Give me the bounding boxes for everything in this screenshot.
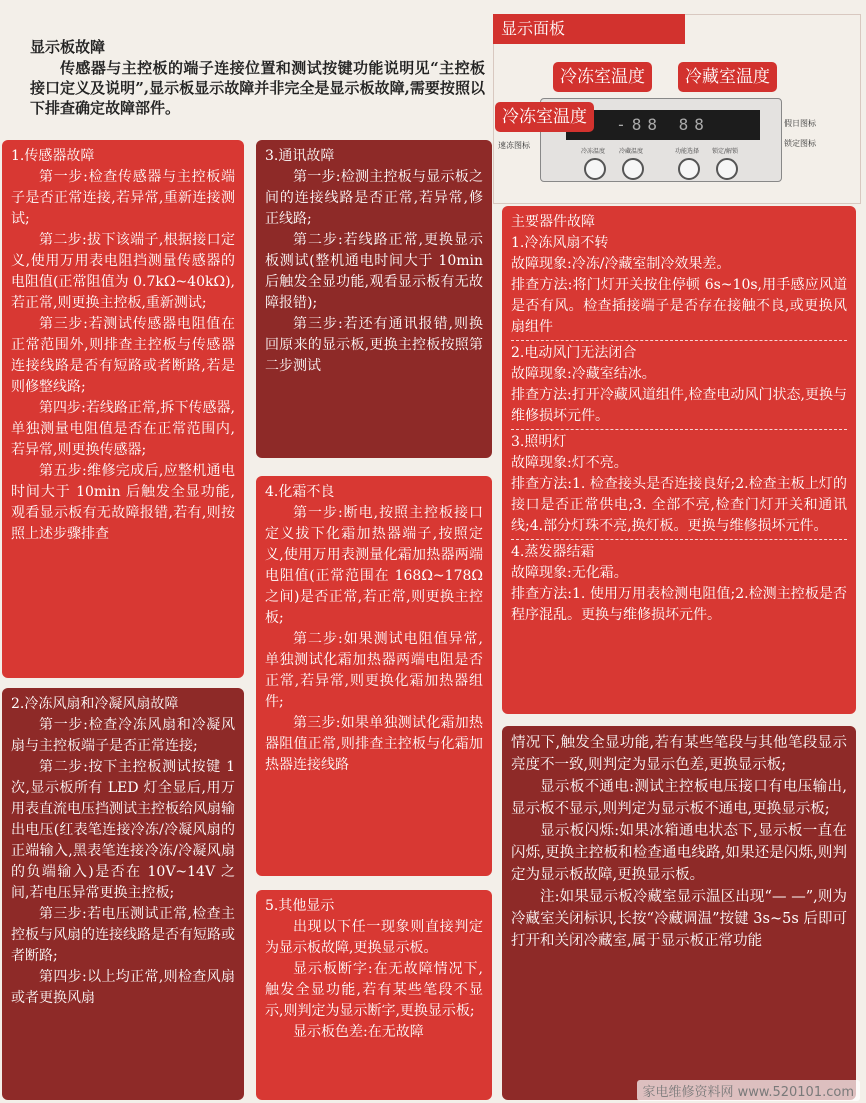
item-phenomenon: 故障现象:灯不亮。 — [511, 455, 628, 471]
section-main-components — [502, 206, 856, 714]
item-title: 4.蒸发器结霜 — [511, 539, 847, 563]
step-text: 第三步:若电压测试正常,检查主控板与风扇的连接线路是否有短路或者断路; — [11, 906, 235, 964]
tag-freezer-temp: 冷冻室温度 — [553, 62, 652, 92]
item-title: 2.电动风门无法闭合 — [511, 340, 847, 364]
section-title: 4.化霜不良 — [265, 484, 335, 500]
section-defrost-fault — [256, 476, 492, 876]
section-communication-fault — [256, 140, 492, 458]
step-text: 第三步:若还有通讯报错,则换回原来的显示板,更换主控板按照第二步测试 — [265, 316, 483, 374]
step-text: 第五步:维修完成后,应整机通电时间大于 10min 后触发全显功能,观看显示板有无故障报错,若有,则按照上述步骤排查 — [11, 463, 235, 542]
step-text: 第二步:若线路正常,更换显示板测试(整机通电时间大于 10min 后触发全显功能,观看显示板有无故障报错); — [265, 232, 483, 311]
watermark: 家电维修资料网 www.520101.com — [637, 1080, 861, 1101]
panel-button-icon — [584, 158, 606, 180]
item-method: 排查方法:将门灯开关按住停顿 6s~10s,用手感应风道是否有风。检查插接端子是否存在接触不良,或更换风扇组件 — [511, 277, 847, 335]
step-text: 第三步:若测试传感器电阻值在正常范围外,则排查主控板与传感器连接线路是否有短路或者断路,若是则修整线路; — [11, 316, 235, 395]
section-title: 2.冷冻风扇和冷凝风扇故障 — [11, 696, 179, 712]
step-text: 第二步:拔下该端子,根据接口定义,使用万用表电阻挡测量传感器的电阻值(正常阻值为 0.7kΩ~40kΩ),若正常,则更换主控板,重新测试; — [11, 232, 235, 311]
section-title: 主要器件故障 — [511, 214, 595, 230]
panel-button-label-4: 锁定/解锁 — [711, 148, 739, 155]
panel-button-label-1: 冷冻温度 — [580, 148, 605, 155]
step-text: 显示板闪烁:如果冰箱通电状态下,显示板一直在闪烁,更换主控板和检查通电线路,如果还是闪烁,则判定为显示板故障,更换显示板。 — [511, 823, 847, 883]
section-display-continued — [502, 726, 856, 1100]
tag-fridge-temp: 冷藏室温度 — [678, 62, 777, 92]
step-text: 显示板色差:在无故障 — [293, 1024, 424, 1040]
item-phenomenon: 故障现象:无化霜。 — [511, 565, 628, 581]
tag-freezer-temp-left: 冷冻室温度 — [495, 102, 594, 132]
side-label-quick-freeze: 速冻图标 — [498, 141, 530, 150]
panel-button-label-2: 冷藏温度 — [618, 148, 643, 155]
item-title: 1.冷冻风扇不转 — [511, 235, 609, 251]
item-phenomenon: 故障现象:冷藏室结冰。 — [511, 366, 656, 382]
side-label-lock: 锁定图标 — [784, 139, 816, 148]
step-text: 显示板断字:在无故障情况下,触发全显功能,若有某些笔段不显示,则判定为显示断字,更换显示板; — [265, 961, 483, 1019]
intro-title: 显示板故障 — [30, 38, 106, 56]
item-title: 3.照明灯 — [511, 429, 847, 453]
step-text: 第一步:断电,按照主控板接口定义拔下化霜加热器端子,按照定义,使用万用表测量化霜加热器两端电阻值(正常范围在 168Ω~178Ω 之间)是否正常,若正常,则更换主控板; — [265, 505, 483, 626]
section-title: 5.其他显示 — [265, 898, 335, 914]
item-method: 排查方法:1. 检查接头是否连接良好;2.检查主板上灯的接口是否正常供电;3. 全部不亮,检查门灯开关和通讯线;4.部分灯珠不亮,换灯板。更换与维修损坏元件。 — [511, 476, 847, 534]
item-phenomenon: 故障现象:冷冻/冷藏室制冷效果差。 — [511, 256, 731, 272]
step-text: 第二步:按下主控板测试按键 1 次,显示板所有 LED 灯全显后,用万用表直流电压挡测试主控板给风扇输出电压(红表笔连接冷冻/冷凝风扇的正端输入,黑表笔连接冷冻/冷凝风扇的负端输入)是否在 10V~14V 之间,若电压异常更换主控板; — [11, 759, 235, 901]
section-other-display — [256, 890, 492, 1100]
panel-button-icon — [716, 158, 738, 180]
display-screen: -88 88 — [566, 110, 760, 140]
step-text: 第四步:若线路正常,拆下传感器,单独测量电阻值是否在正常范围内,若异常,则更换传感器; — [11, 400, 235, 458]
panel-button-icon — [622, 158, 644, 180]
display-panel-header: 显示面板 — [493, 14, 685, 44]
section-title: 1.传感器故障 — [11, 148, 95, 164]
step-text: 注:如果显示板冷藏室显示温区出现“— —”,则为冷藏室关闭标识,长按“冷藏调温”按键 3s~5s 后即可打开和关闭冷藏室,属于显示板正常功能 — [511, 889, 847, 949]
panel-button-icon — [678, 158, 700, 180]
section-fan-fault — [2, 688, 244, 1100]
panel-button-label-3: 功能选择 — [674, 148, 699, 155]
step-text: 第一步:检查冷冻风扇和冷凝风扇与主控板端子是否正常连接; — [11, 717, 235, 754]
intro-body: 传感器与主控板的端子连接位置和测试按键功能说明见“主控板接口定义及说明”,显示板显示故障并非完全是显示板故障,需要按照以下排查确定故障部件。 — [30, 59, 485, 117]
step-text: 第四步:以上均正常,则检查风扇或者更换风扇 — [11, 969, 235, 1006]
step-text: 第一步:检测主控板与显示板之间的连接线路是否正常,若异常,修正线路; — [265, 169, 483, 227]
step-text: 第三步:如果单独测试化霜加热器阻值正常,则排查主控板与化霜加热器连接线路 — [265, 715, 483, 773]
section-title: 3.通讯故障 — [265, 148, 335, 164]
step-text: 情况下,触发全显功能,若有某些笔段与其他笔段显示亮度不一致,则判定为显示色差,更换显示板; — [511, 735, 847, 773]
section-sensor-fault — [2, 140, 244, 678]
step-text: 出现以下任一现象则直接判定为显示板故障,更换显示板。 — [265, 919, 483, 956]
step-text: 第二步:如果测试电阻值异常,单独测试化霜加热器两端电阻是否正常,若异常,则更换化霜加热器组件; — [265, 631, 483, 710]
side-label-holiday: 假日图标 — [784, 119, 816, 128]
item-method: 排查方法:打开冷藏风道组件,检查电动风门状态,更换与维修损坏元件。 — [511, 387, 847, 424]
item-method: 排查方法:1. 使用万用表检测电阻值;2.检测主控板是否程序混乱。更换与维修损坏元件。 — [511, 586, 847, 623]
step-text: 第一步:检查传感器与主控板端子是否正常连接,若异常,重新连接测试; — [11, 169, 235, 227]
step-text: 显示板不通电:测试主控板电压接口有电压输出,显示板不显示,则判定为显示板不通电,更换显示板; — [511, 779, 847, 817]
